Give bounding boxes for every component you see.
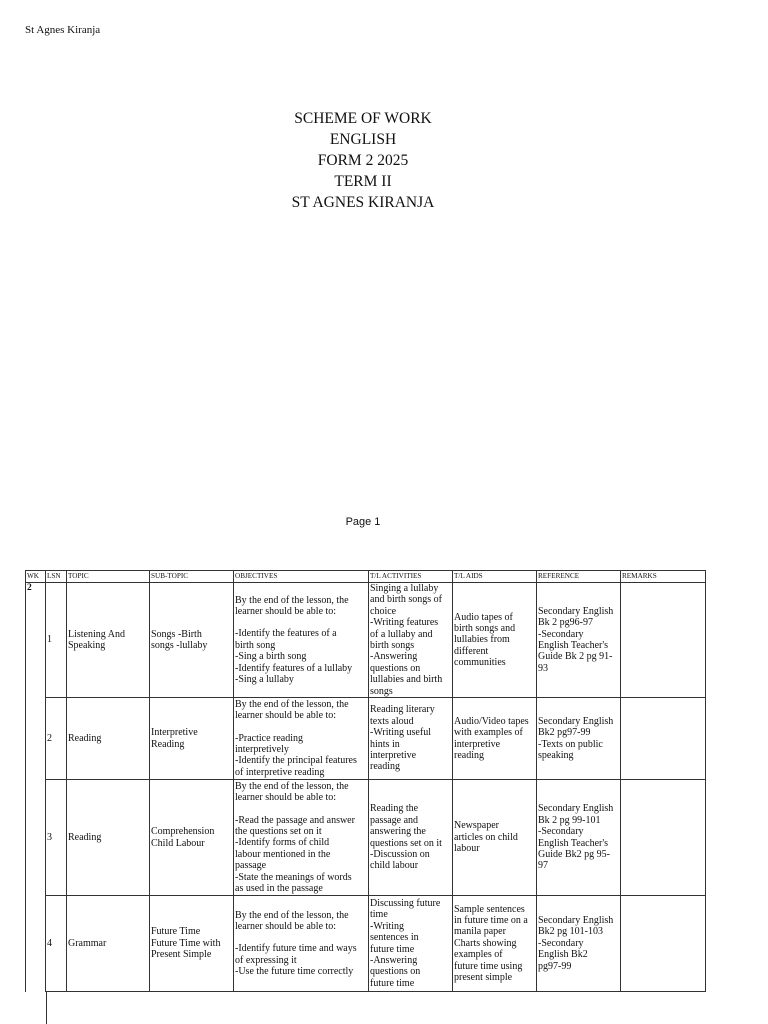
cell-line: future time using [454,960,523,972]
objective-line: -Read the passage and answer [235,814,355,826]
cell-line: choice [370,605,397,617]
objectives-cell [234,896,369,992]
aids-cell [453,896,537,992]
cell-line: Reading [68,732,102,744]
objective-line: birth song [235,639,276,651]
objective-line: -Practice reading [235,732,304,744]
cell-line: Future Time [151,926,201,938]
cell-line: Listening And [68,628,125,640]
cell-line: birth songs [370,640,415,652]
cell-line: -Discussion on [370,848,430,860]
cell-line: Secondary English [538,715,614,727]
table-row [26,698,706,780]
cell-line: -Writing [370,920,405,932]
objectives-intro-line: learner should be able to: [235,792,337,804]
activities-cell [369,698,453,780]
header-lsn: LSN [46,571,67,583]
cell-line: labour [454,843,480,855]
objective-line: -Sing a birth song [235,651,307,663]
lsn-cell: 3 [46,780,67,896]
cell-line: questions on [370,966,421,978]
cell-line: articles on child [454,831,518,843]
cell-line: pg97-99 [538,960,572,972]
remarks-cell [621,780,706,896]
header-topic: TOPIC [67,571,150,583]
cell-line: speaking [538,749,574,761]
objective-line: -Identify the features of a [235,628,337,640]
header-objectives: OBJECTIVES [234,571,369,583]
cell-line: time [370,909,388,921]
cell-line: Discussing future [370,897,441,909]
cell-line: -Secondary [538,826,584,838]
cell-line: Reading the [370,803,419,815]
table-continuation-line [46,992,47,1024]
cell-line: Charts showing [454,937,517,949]
cell-line: Newspaper [454,820,499,832]
cell-line: present simple [454,972,513,984]
remarks-cell [621,698,706,780]
aids-cell [453,698,537,780]
cell-line: manila paper [454,926,506,938]
cell-line: Bk 2 pg 99-101 [538,814,601,826]
cell-line: lullabies from [454,634,510,646]
lsn-cell: 4 [46,896,67,992]
cell-line: reading [370,761,400,773]
cell-line: English Teacher's [538,837,609,849]
cell-line: Reading [68,831,102,843]
title-line-school: ST AGNES KIRANJA [291,194,435,211]
cell-line: -Writing features [370,617,439,629]
page-number: Page 1 [345,516,381,528]
cell-line: hints in [370,738,400,750]
cell-line: songs [370,685,393,697]
topic-cell [67,583,150,698]
subtopic-cell [150,583,234,698]
table-row [26,583,706,698]
header-aids: T/L AIDS [453,571,537,583]
cell-line: texts aloud [370,715,414,727]
cell-line: interpretive [370,749,417,761]
table-row [26,896,706,992]
objectives-cell [234,583,369,698]
objective-line: of expressing it [235,954,297,966]
objective-line: -Identify forms of child [235,837,330,849]
topic-cell [67,698,150,780]
lsn-cell: 1 [46,583,67,698]
objective-line: -State the meanings of words [235,871,352,883]
document-title [0,108,726,213]
cell-line: sentences in [370,932,419,944]
objectives-gap [235,722,367,733]
cell-line: Grammar [68,937,107,949]
cell-line: English Teacher's [538,640,609,652]
objective-line: of interpretive reading [235,766,325,778]
cell-line: passage and [370,814,419,826]
title-line-subject: ENGLISH [329,131,397,148]
reference-cell [537,698,621,780]
cell-line: of a lullaby and [370,628,433,640]
cell-line: Songs -Birth [151,628,202,640]
cell-line: future time [370,943,415,955]
cell-line: songs -lullaby [151,640,208,652]
cell-line: child labour [370,860,419,872]
aids-cell [453,583,537,698]
cell-line: Present Simple [151,949,212,961]
objectives-intro-line: By the end of the lesson, the [235,594,349,606]
title-line-form: FORM 2 2025 [317,152,409,169]
cell-line: Reading literary [370,704,435,716]
cell-line: and birth songs of [370,594,442,606]
cell-line: future time [370,977,415,989]
cell-line: interpretive [454,738,501,750]
cell-line: English Bk2 [538,949,588,961]
cell-line: Future Time with [151,937,221,949]
objective-line: as used in the passage [235,882,323,894]
objective-line: -Identify features of a lullaby [235,662,353,674]
cell-line: -Answering [370,954,418,966]
subtopic-cell [150,896,234,992]
cell-line: answering the [370,826,426,838]
cell-line: -Secondary [538,628,584,640]
activities-cell [369,780,453,896]
header-school-name: St Agnes Kiranja [25,24,101,36]
cell-line: Guide Bk2 pg 95- [538,848,610,860]
cell-line: Secondary English [538,915,614,927]
reference-cell [537,583,621,698]
objective-line: interpretively [235,744,289,756]
table-header-row [26,571,706,583]
cell-line: Bk2 pg 101-103 [538,926,603,938]
objective-line: -Identify future time and ways [235,943,357,955]
header-subtopic: SUB-TOPIC [150,571,234,583]
subtopic-cell [150,780,234,896]
header-activities: T/L ACTIVITIES [369,571,453,583]
header-remarks: REMARKS [621,571,706,583]
cell-line: Secondary English [538,803,614,815]
reference-cell [537,896,621,992]
objective-line: labour mentioned in the [235,848,331,860]
cell-line: in future time on a [454,915,528,927]
cell-line: -Writing useful [370,727,431,739]
cell-line: lullabies and birth [370,674,443,686]
objective-line: -Identify the principal features [235,755,357,767]
cell-line: Child Labour [151,837,205,849]
cell-line: Sample sentences [454,903,525,915]
header-wk: WK [26,571,46,583]
remarks-cell [621,583,706,698]
header-reference: REFERENCE [537,571,621,583]
remarks-cell [621,896,706,992]
objective-line: passage [235,860,267,872]
cell-line: Audio tapes of [454,611,513,623]
subtopic-cell [150,698,234,780]
cell-line: birth songs and [454,622,516,634]
cell-line: Secondary English [538,605,614,617]
objective-line: -Use the future time correctly [235,966,354,978]
title-line-term: TERM II [334,173,392,190]
objectives-cell [234,780,369,896]
cell-line: Singing a lullaby [370,583,439,594]
cell-line: 97 [538,860,548,872]
objectives-intro-line: learner should be able to: [235,710,337,722]
topic-cell [67,896,150,992]
activities-cell [369,583,453,698]
cell-line: communities [454,657,506,669]
cell-line: questions set on it [370,837,442,849]
objectives-intro-line: By the end of the lesson, the [235,780,349,792]
reference-cell [537,780,621,896]
objectives-cell [234,698,369,780]
objectives-intro-line: learner should be able to: [235,920,337,932]
cell-line: 93 [538,662,548,674]
aids-cell [453,780,537,896]
cell-line: different [454,645,489,657]
cell-line: Audio/Video tapes [454,715,529,727]
objectives-gap [235,804,367,815]
lsn-cell: 2 [46,698,67,780]
cell-line: Bk 2 pg96-97 [538,617,593,629]
week-cell: 2 [26,583,46,992]
cell-line: reading [454,749,484,761]
objectives-intro-line: learner should be able to: [235,606,337,618]
cell-line: -Secondary [538,937,584,949]
cell-line: Interpretive [151,727,198,739]
objectives-gap [235,617,367,628]
objectives-intro-line: By the end of the lesson, the [235,698,349,710]
cell-line: Bk2 pg97-99 [538,727,591,739]
title-line-scheme: SCHEME OF WORK [294,110,432,127]
cell-line: questions on [370,662,421,674]
cell-line: Speaking [68,640,106,652]
objective-line: -Sing a lullaby [235,674,294,686]
cell-line: examples of [454,949,503,961]
topic-cell [67,780,150,896]
cell-line: -Texts on public [538,738,603,750]
cell-line: Reading [151,738,185,750]
objective-line: the questions set on it [235,825,322,837]
objectives-gap [235,932,367,943]
objectives-intro-line: By the end of the lesson, the [235,909,349,921]
scheme-table [25,570,706,992]
cell-line: Guide Bk 2 pg 91- [538,651,613,663]
activities-cell [369,896,453,992]
cell-line: -Answering [370,651,418,663]
cell-line: Comprehension [151,826,215,838]
table-row [26,780,706,896]
cell-line: with examples of [454,727,523,739]
